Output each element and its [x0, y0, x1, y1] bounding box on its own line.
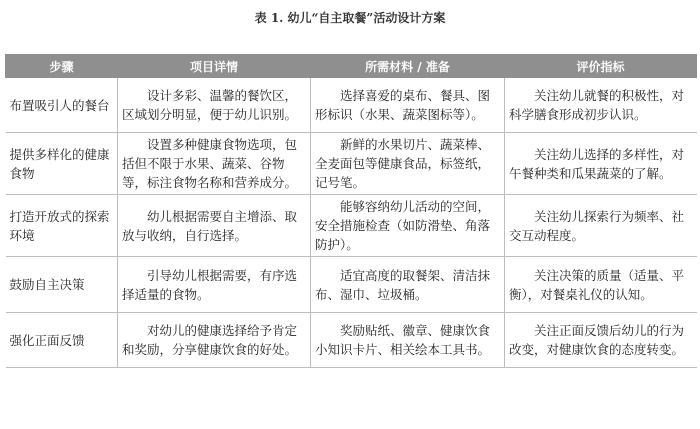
cell-detail: 设计多彩、温馨的餐饮区，区域划分明显，便于幼儿识别。: [118, 78, 311, 133]
cell-detail: 对幼儿的健康选择给予肯定和奖励，分享健康饮食的好处。: [118, 313, 311, 368]
header-materials: 所需材料 / 准备: [311, 55, 505, 78]
cell-evaluation: 关注决策的质量（适量、平衡），对餐桌礼仪的认知。: [505, 257, 697, 313]
cell-evaluation: 关注幼儿就餐的积极性，对科学膳食形成初步认识。: [505, 78, 697, 133]
cell-step: 提供多样化的健康食物: [6, 133, 118, 195]
cell-materials: 选择喜爱的桌布、餐具、图形标识（水果、蔬菜图标等）。: [311, 78, 505, 133]
cell-materials: 奖励贴纸、徽章、健康饮食小知识卡片、相关绘本工具书。: [311, 313, 505, 368]
table-row: [6, 78, 697, 133]
cell-detail: 设置多种健康食物选项，包括但不限于水果、蔬菜、谷物等，标注食物名称和营养成分。: [118, 133, 311, 195]
cell-detail: 引导幼儿根据需要，有序选择适量的食物。: [118, 257, 311, 313]
activity-design-table: [5, 54, 697, 368]
cell-step: 鼓励自主决策: [6, 257, 118, 313]
cell-step: 布置吸引人的餐台: [6, 78, 118, 133]
header-evaluation: 评价指标: [505, 55, 697, 78]
cell-materials: 能够容纳幼儿活动的空间，安全措施检查（如防滑垫、角落防护）。: [311, 195, 505, 257]
cell-materials: 新鲜的水果切片、蔬菜棒、全麦面包等健康食品，标签纸，记号笔。: [311, 133, 505, 195]
cell-evaluation: 关注幼儿选择的多样性，对午餐种类和瓜果蔬菜的了解。: [505, 133, 697, 195]
table-row: [6, 313, 697, 368]
cell-evaluation: 关注幼儿探索行为频率、社交互动程度。: [505, 195, 697, 257]
table-header-row: [6, 55, 697, 78]
table-row: [6, 133, 697, 195]
table-row: [6, 195, 697, 257]
cell-materials: 适宜高度的取餐架、清洁抹布、湿巾、垃圾桶。: [311, 257, 505, 313]
cell-step: 强化正面反馈: [6, 313, 118, 368]
table-caption: 表 1. 幼儿“自主取餐”活动设计方案: [254, 11, 446, 25]
table-row: [6, 257, 697, 313]
header-step: 步骤: [6, 55, 118, 78]
cell-step: 打造开放式的探索环境: [6, 195, 118, 257]
cell-detail: 幼儿根据需要自主增添、取放与收纳，自行选择。: [118, 195, 311, 257]
header-detail: 项目详情: [118, 55, 311, 78]
cell-evaluation: 关注正面反馈后幼儿的行为改变，对健康饮食的态度转变。: [505, 313, 697, 368]
